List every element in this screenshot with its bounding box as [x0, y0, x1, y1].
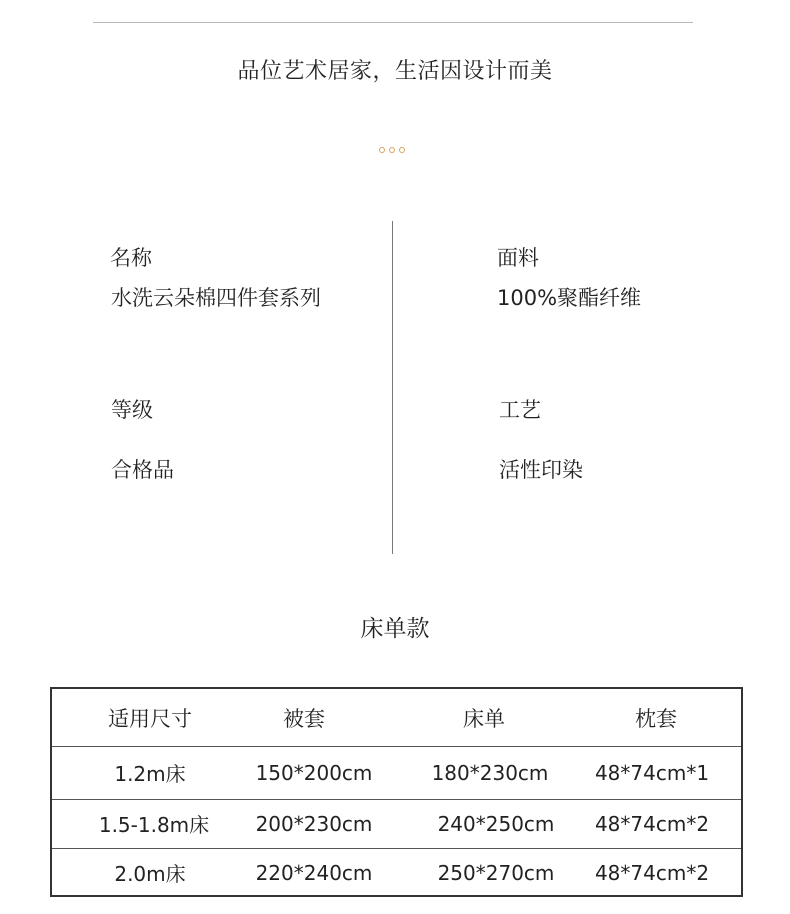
table-header-cell: 被套: [283, 706, 325, 731]
table-cell: 1.2m床: [114, 762, 186, 786]
spec-craft-value: 活性印染: [499, 458, 583, 482]
spec-fabric-label: 面料: [497, 246, 539, 270]
table-cell: 48*74cm*1: [594, 760, 710, 785]
table-cell: 48*74cm*2: [594, 811, 710, 836]
table-row: [52, 799, 741, 848]
table-header-cell: 床单: [463, 706, 505, 731]
top-divider: [93, 22, 693, 23]
table-header-cell: 枕套: [635, 706, 677, 731]
spec-grade-value: 合格品: [111, 458, 174, 482]
decorative-dots: [379, 147, 405, 153]
table-cell: 240*250cm: [437, 811, 555, 836]
dot-icon: [399, 147, 405, 153]
specs-vertical-divider: [392, 221, 393, 554]
dot-icon: [379, 147, 385, 153]
table-cell: 48*74cm*2: [594, 860, 710, 885]
spec-fabric-value: 100%聚酯纤维: [497, 286, 642, 310]
table-header-row: [52, 689, 741, 746]
spec-name-value: 水洗云朵棉四件套系列: [111, 286, 321, 310]
spec-name-label: 名称: [110, 246, 152, 270]
size-table: [50, 687, 743, 897]
table-cell: 220*240cm: [255, 860, 373, 885]
dot-icon: [389, 147, 395, 153]
page-tagline: 品位艺术居家，生活因设计而美: [237, 59, 553, 84]
table-cell: 1.5-1.8m床: [98, 813, 210, 837]
table-cell: 200*230cm: [255, 811, 373, 836]
table-header-cell: 适用尺寸: [108, 706, 192, 731]
table-cell: 2.0m床: [114, 862, 186, 886]
table-row: [52, 746, 741, 799]
table-row: [52, 848, 741, 897]
spec-grade-label: 等级: [111, 398, 153, 422]
table-cell: 180*230cm: [431, 760, 549, 785]
spec-craft-label: 工艺: [499, 398, 541, 422]
table-cell: 150*200cm: [255, 760, 373, 785]
size-section-title: 床单款: [360, 616, 430, 642]
table-cell: 250*270cm: [437, 860, 555, 885]
